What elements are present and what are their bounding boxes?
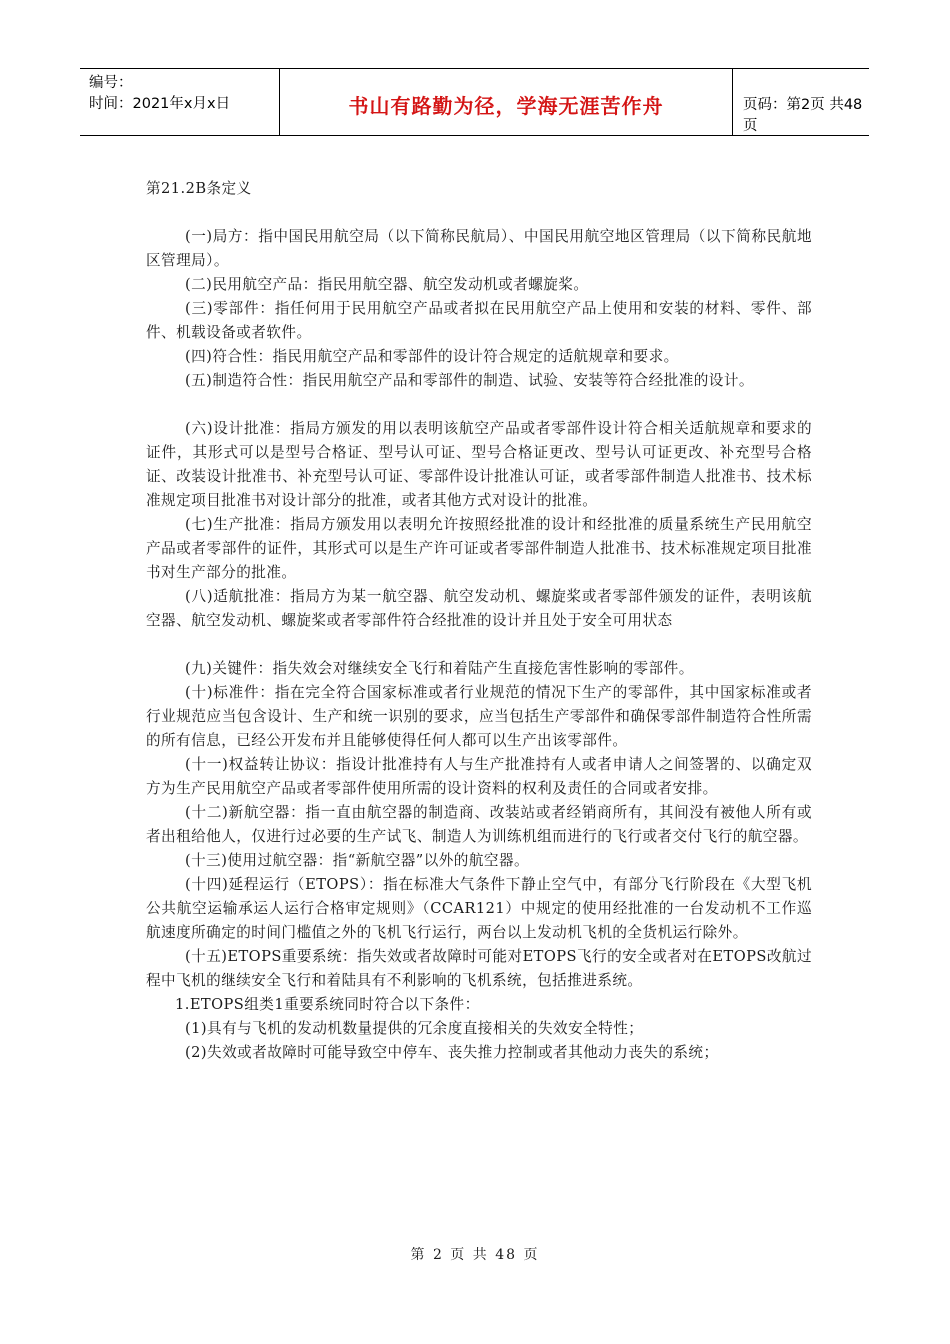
document-number-label: 编号： — [89, 75, 133, 91]
definition-paragraph-12: (十二)新航空器：指一直由航空器的制造商、改装站或者经销商所有，其间没有被他人所有或者出租给他人，仅进行过必要的生产试飞、制造人为训练机组而进行的飞行或者交付飞行的航空器。 — [146, 804, 812, 845]
definition-paragraph-5: (五)制造符合性：指民用航空产品和零部件的制造、试验、安装等符合经批准的设计。 — [185, 372, 754, 389]
header-motto-cell — [279, 69, 733, 135]
etops-condition-2: (2)失效或者故障时可能导致空中停车、丧失推力控制或者其他动力丧失的系统； — [185, 1044, 719, 1061]
header-motto: 书山有路勤为径，学海无涯苦作舟 — [348, 94, 664, 118]
definition-paragraph-9: (九)关键件：指失效会对继续安全飞行和着陆产生直接危害性影响的零部件。 — [185, 660, 694, 677]
definition-paragraph-15: (十五)ETOPS重要系统：指失效或者故障时可能对ETOPS飞行的安全或者对在ETOPS改航过程中飞机的继续安全飞行和着陆具有不利影响的飞机系统，包括推进系统。 — [146, 948, 812, 989]
page-footer — [0, 1244, 950, 1264]
definition-paragraph-14: (十四)延程运行（ETOPS）：指在标准大气条件下静止空气中，有部分飞行阶段在《大型飞机公共航空运输承运人运行合格审定规则》（CCAR121）中规定的使用经批准的一台发动机不工作巡航速度所确定的时间门槛值之外的飞机飞行运行，两台以上发动机飞机的全货机运行除外。 — [146, 876, 812, 941]
header-left-cell — [80, 69, 279, 135]
etops-condition-1: (1)具有与飞机的发动机数量提供的冗余度直接相关的失效安全特性； — [185, 1020, 644, 1037]
header-page-info: 页码：第2页 共48页 — [743, 97, 863, 134]
article-title: 第21.2B条定义 — [146, 180, 252, 197]
footer-page-number: 第 2 页 共 48 页 — [410, 1247, 540, 1263]
definition-paragraph-2: (二)民用航空产品：指民用航空器、航空发动机或者螺旋桨。 — [185, 276, 589, 293]
definition-paragraph-3: (三)零部件：指任何用于民用航空产品或者拟在民用航空产品上使用和安装的材料、零件、部件、机载设备或者软件。 — [146, 300, 812, 341]
definition-paragraph-1: (一)局方：指中国民用航空局（以下简称民航局）、中国民用航空地区管理局（以下简称民航地区管理局）。 — [146, 228, 812, 269]
document-body — [146, 177, 812, 1065]
etops-group-1-intro: 1.ETOPS组类1重要系统同时符合以下条件： — [175, 996, 480, 1013]
page-header — [80, 68, 869, 136]
definition-paragraph-10: (十)标准件：指在完全符合国家标准或者行业规范的情况下生产的零部件，其中国家标准或者行业规范应当包含设计、生产和统一识别的要求，应当包括生产零部件和确保零部件制造符合性所需的所有信息，已经公开发布并且能够使得任何人都可以生产出该零部件。 — [146, 684, 812, 749]
document-date: 时间：2021年x月x日 — [89, 96, 231, 112]
definition-paragraph-4: (四)符合性：指民用航空产品和零部件的设计符合规定的适航规章和要求。 — [185, 348, 679, 365]
header-page-cell — [733, 69, 869, 135]
definition-paragraph-6: (六)设计批准：指局方颁发的用以表明该航空产品或者零部件设计符合相关适航规章和要求的证件，其形式可以是型号合格证、型号认可证、型号合格证更改、型号认可证更改、补充型号合格证、改装设计批准书、补充型号认可证、零部件设计批准认可证，或者零部件制造人批准书、技术标准规定项目批准书对设计部分的批准，或者其他方式对设计的批准。 — [146, 420, 812, 509]
definition-paragraph-13: (十三)使用过航空器：指“新航空器”以外的航空器。 — [185, 852, 530, 869]
definition-paragraph-8: (八)适航批准：指局方为某一航空器、航空发动机、螺旋桨或者零部件颁发的证件，表明该航空器、航空发动机、螺旋桨或者零部件符合经批准的设计并且处于安全可用状态 — [146, 588, 812, 629]
definition-paragraph-11: (十一)权益转让协议：指设计批准持有人与生产批准持有人或者申请人之间签署的、以确定双方为生产民用航空产品或者零部件使用所需的设计资料的权利及责任的合同或者安排。 — [146, 756, 812, 797]
definition-paragraph-7: (七)生产批准：指局方颁发用以表明允许按照经批准的设计和经批准的质量系统生产民用航空产品或者零部件的证件，其形式可以是生产许可证或者零部件制造人批准书、技术标准规定项目批准书对生产部分的批准。 — [146, 516, 812, 581]
